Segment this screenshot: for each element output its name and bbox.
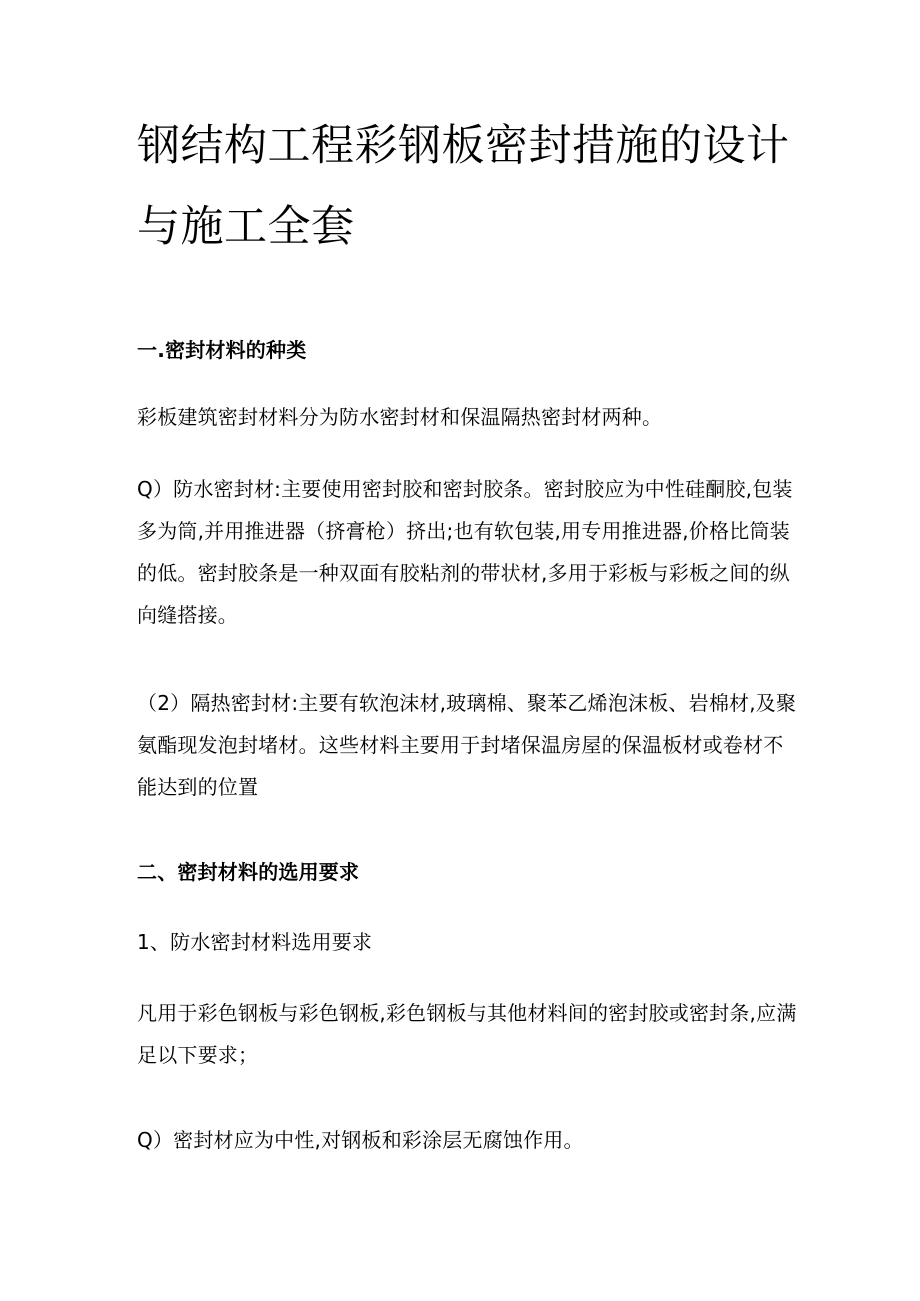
- section-2-subheading: 1、防水密封材料选用要求: [137, 930, 373, 954]
- section-2-intro: 凡用于彩色钢板与彩色钢板,彩色钢板与其他材料间的密封胶或密封条,应满足以下要求；: [137, 1001, 797, 1067]
- section-2-heading: 二、密封材料的选用要求: [137, 860, 360, 884]
- section-1-heading: 一.密封材料的种类: [137, 338, 307, 362]
- section-1-item-1: Q）防水密封材:主要使用密封胶和密封胶条。密封胶应为中性硅酮胶,包装多为筒,并用推进器（挤膏枪）挤出;也有软包装,用专用推进器,价格比筒装的低。密封胶条是一种双面有胶粘剂的带状材,多用于彩板与彩板之间的纵向缝搭接。: [137, 477, 793, 627]
- section-1-item-2: （2）隔热密封材:主要有软泡沫材,玻璃棉、聚苯乙烯泡沫板、岩棉材,及聚氨酯现发泡封堵材。这些材料主要用于封堵保温房屋的保温板材或卷材不能达到的位置: [137, 691, 797, 799]
- section-1-intro: 彩板建筑密封材料分为防水密封材和保温隔热密封材两种。: [137, 405, 663, 429]
- document-title: 钢结构工程彩钢板密封措施的设计与施工全套: [137, 121, 790, 252]
- section-2-item-1: Q）密封材应为中性,对钢板和彩涂层无腐蚀作用。: [137, 1128, 584, 1152]
